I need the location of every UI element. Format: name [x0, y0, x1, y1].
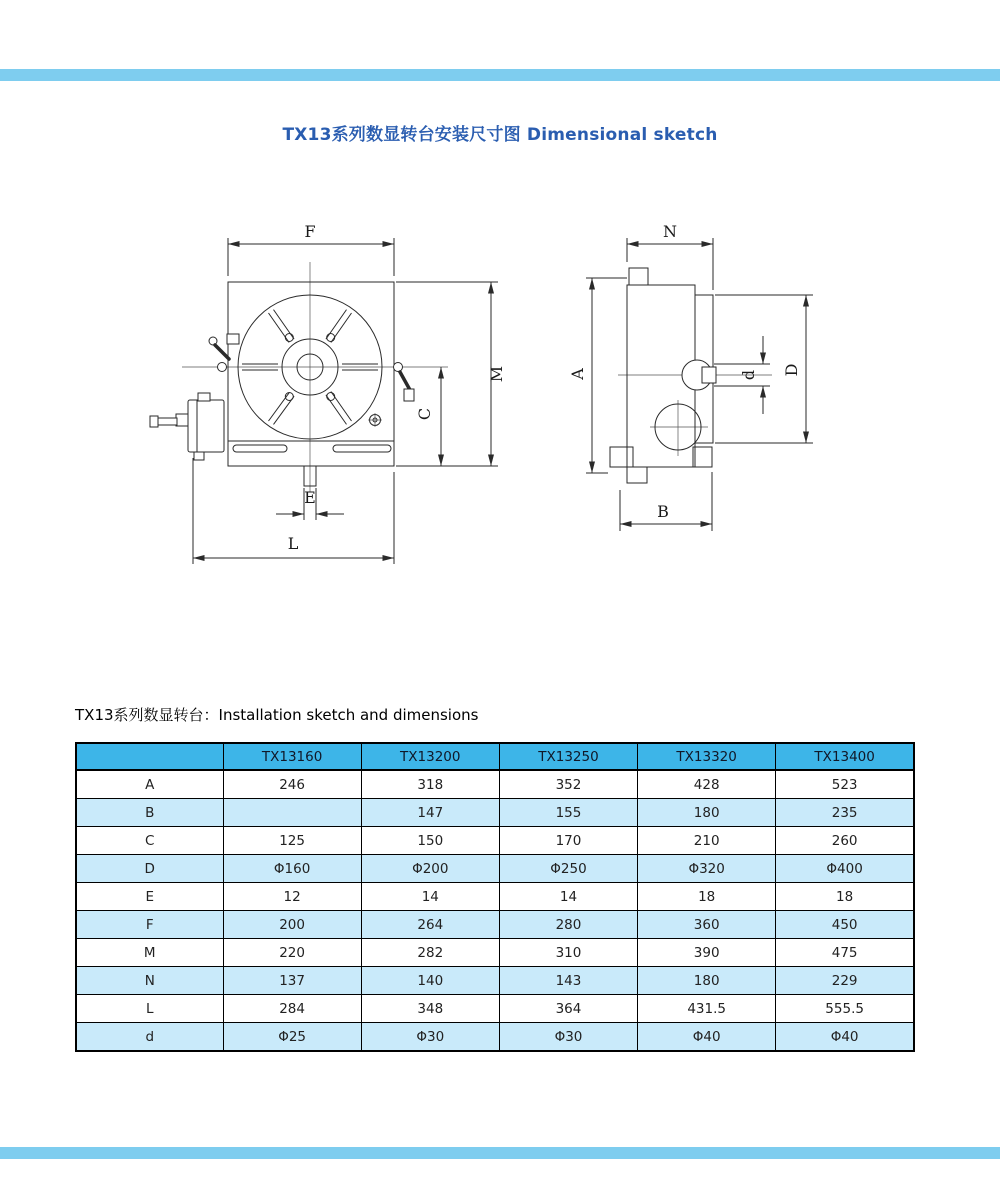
param-cell: L: [76, 995, 223, 1023]
table-row: [76, 883, 914, 911]
dim-label-N: N: [663, 222, 677, 241]
value-cell: Φ40: [776, 1023, 914, 1052]
value-cell: 260: [776, 827, 914, 855]
table-row: [76, 995, 914, 1023]
footer-accent-bar: [0, 1147, 1000, 1159]
param-cell: M: [76, 939, 223, 967]
bolt-icon: [368, 413, 382, 427]
value-cell: 150: [361, 827, 499, 855]
value-cell: 352: [499, 770, 637, 799]
value-cell: 147: [361, 799, 499, 827]
value-cell: Φ200: [361, 855, 499, 883]
value-cell: 18: [638, 883, 776, 911]
clamp-lever-right: [394, 363, 415, 402]
value-cell: 428: [638, 770, 776, 799]
param-cell: E: [76, 883, 223, 911]
table-row: [76, 827, 914, 855]
handwheel-assembly: [150, 393, 224, 460]
table-row: [76, 770, 914, 799]
table-row: [76, 939, 914, 967]
header-cell: TX13400: [776, 743, 914, 770]
dim-label-d: d: [739, 369, 758, 381]
param-cell: F: [76, 911, 223, 939]
value-cell: 229: [776, 967, 914, 995]
value-cell: 125: [223, 827, 361, 855]
value-cell: 170: [499, 827, 637, 855]
table-row: [76, 855, 914, 883]
dim-label-C: C: [415, 407, 434, 421]
value-cell: Φ160: [223, 855, 361, 883]
value-cell: 143: [499, 967, 637, 995]
table-header-row: [76, 743, 914, 770]
value-cell: 450: [776, 911, 914, 939]
value-cell: 14: [361, 883, 499, 911]
value-cell: 475: [776, 939, 914, 967]
value-cell: Φ320: [638, 855, 776, 883]
dim-label-F: F: [304, 222, 316, 241]
side-view-drawing: [568, 222, 813, 531]
value-cell: 282: [361, 939, 499, 967]
value-cell: 14: [499, 883, 637, 911]
table-row: [76, 911, 914, 939]
value-cell: 180: [638, 967, 776, 995]
value-cell: Φ40: [638, 1023, 776, 1052]
param-cell: D: [76, 855, 223, 883]
table-row: [76, 799, 914, 827]
value-cell: Φ30: [499, 1023, 637, 1052]
value-cell: 280: [499, 911, 637, 939]
value-cell: 523: [776, 770, 914, 799]
value-cell: 220: [223, 939, 361, 967]
value-cell: Φ400: [776, 855, 914, 883]
header-cell: TX13320: [638, 743, 776, 770]
value-cell: 318: [361, 770, 499, 799]
value-cell: 235: [776, 799, 914, 827]
dimensions-table: [75, 742, 915, 1052]
header-cell: TX13200: [361, 743, 499, 770]
value-cell: 264: [361, 911, 499, 939]
table-row: [76, 967, 914, 995]
param-cell: N: [76, 967, 223, 995]
value-cell: 200: [223, 911, 361, 939]
dim-label-A: A: [568, 368, 587, 380]
header-cell: TX13160: [223, 743, 361, 770]
value-cell: Φ250: [499, 855, 637, 883]
value-cell: 155: [499, 799, 637, 827]
dim-label-D: D: [782, 363, 801, 377]
dimensional-sketch: [0, 190, 1000, 590]
header-cell: TX13250: [499, 743, 637, 770]
header-cell: [76, 743, 223, 770]
value-cell: 140: [361, 967, 499, 995]
dim-label-B: B: [657, 502, 669, 521]
value-cell: 364: [499, 995, 637, 1023]
value-cell: 360: [638, 911, 776, 939]
section-heading: TX13系列数显转台：Installation sketch and dimensions: [75, 706, 479, 724]
value-cell: 210: [638, 827, 776, 855]
value-cell: [223, 799, 361, 827]
front-view-drawing: [150, 222, 506, 564]
param-cell: A: [76, 770, 223, 799]
value-cell: 180: [638, 799, 776, 827]
param-cell: C: [76, 827, 223, 855]
value-cell: 390: [638, 939, 776, 967]
dim-label-L: L: [287, 534, 299, 553]
page-title: TX13系列数显转台安装尺寸图 Dimensional sketch: [282, 125, 718, 145]
value-cell: 18: [776, 883, 914, 911]
value-cell: Φ30: [361, 1023, 499, 1052]
table-body-front: [228, 282, 394, 466]
value-cell: 555.5: [776, 995, 914, 1023]
table-row: [76, 1023, 914, 1052]
dim-label-E: E: [304, 488, 316, 507]
clamp-lever-left: [209, 334, 239, 372]
header-accent-bar: [0, 69, 1000, 81]
value-cell: 310: [499, 939, 637, 967]
value-cell: 137: [223, 967, 361, 995]
value-cell: 348: [361, 995, 499, 1023]
value-cell: Φ25: [223, 1023, 361, 1052]
value-cell: 12: [223, 883, 361, 911]
dim-label-M: M: [487, 365, 506, 383]
param-cell: d: [76, 1023, 223, 1052]
param-cell: B: [76, 799, 223, 827]
value-cell: 246: [223, 770, 361, 799]
value-cell: 431.5: [638, 995, 776, 1023]
value-cell: 284: [223, 995, 361, 1023]
